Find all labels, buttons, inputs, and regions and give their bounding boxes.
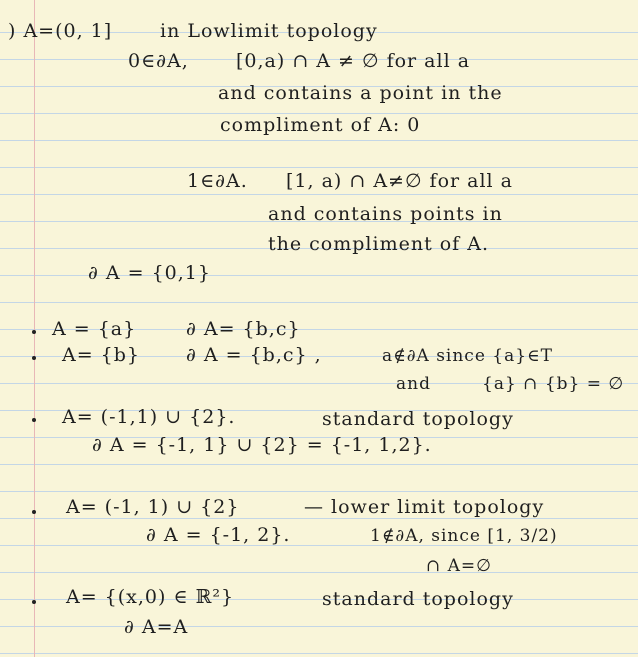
boundary-result: ∂ A = {0,1} xyxy=(88,262,211,284)
lower-limit-example-set: A= (-1, 1) ∪ {2} xyxy=(66,496,240,518)
example-reason-intersection: {a} ∩ {b} = ∅ xyxy=(482,374,625,394)
example-boundary-b: ∂ A = {b,c} , xyxy=(186,344,322,366)
standard-topology-label: standard topology xyxy=(322,408,514,430)
standard-example-set: A= (-1,1) ∪ {2}. xyxy=(62,406,236,428)
boundary-claim-one: 1∈∂A. xyxy=(187,170,248,192)
example-reason-and: and xyxy=(396,374,431,394)
boundary-claim-zero: 0∈∂A, xyxy=(128,50,189,72)
plane-example-boundary: ∂ A=A xyxy=(124,616,189,638)
bullet xyxy=(32,330,36,334)
lower-limit-reason-empty: ∩ A=∅ xyxy=(426,556,492,576)
complement-note-zero: and contains a point in the xyxy=(218,82,503,104)
lower-limit-reason: 1∉∂A, since [1, 3/2) xyxy=(370,526,558,546)
bullet xyxy=(32,600,36,604)
bullet xyxy=(32,510,36,514)
complement-point-one: the compliment of A. xyxy=(268,233,490,255)
example-boundary-a: ∂ A= {b,c} xyxy=(186,318,301,340)
interval-condition-one: [1, a) ∩ A≠∅ for all a xyxy=(286,170,513,192)
margin-line xyxy=(34,0,35,657)
topology-note: in Lowlimit topology xyxy=(160,20,378,42)
example-set-a: A = {a} xyxy=(52,318,137,340)
problem-statement: ) A=(0, 1] xyxy=(8,20,113,42)
example-reason: a∉∂A since {a}∈T xyxy=(382,346,553,366)
example-set-b: A= {b} xyxy=(62,344,141,366)
bullet xyxy=(32,418,36,422)
complement-note-one: and contains points in xyxy=(268,203,503,225)
complement-point-zero: compliment of A: 0 xyxy=(220,114,421,136)
lower-limit-topology-label: — lower limit topology xyxy=(304,496,545,518)
bullet xyxy=(32,356,36,360)
plane-topology-label: standard topology xyxy=(322,588,514,610)
plane-example-set: A= {(x,0) ∈ ℝ²} xyxy=(66,586,235,608)
interval-condition-zero: [0,a) ∩ A ≠ ∅ for all a xyxy=(236,50,471,72)
lower-limit-example-boundary: ∂ A = {-1, 2}. xyxy=(146,524,291,546)
standard-example-boundary: ∂ A = {-1, 1} ∪ {2} = {-1, 1,2}. xyxy=(92,434,432,456)
